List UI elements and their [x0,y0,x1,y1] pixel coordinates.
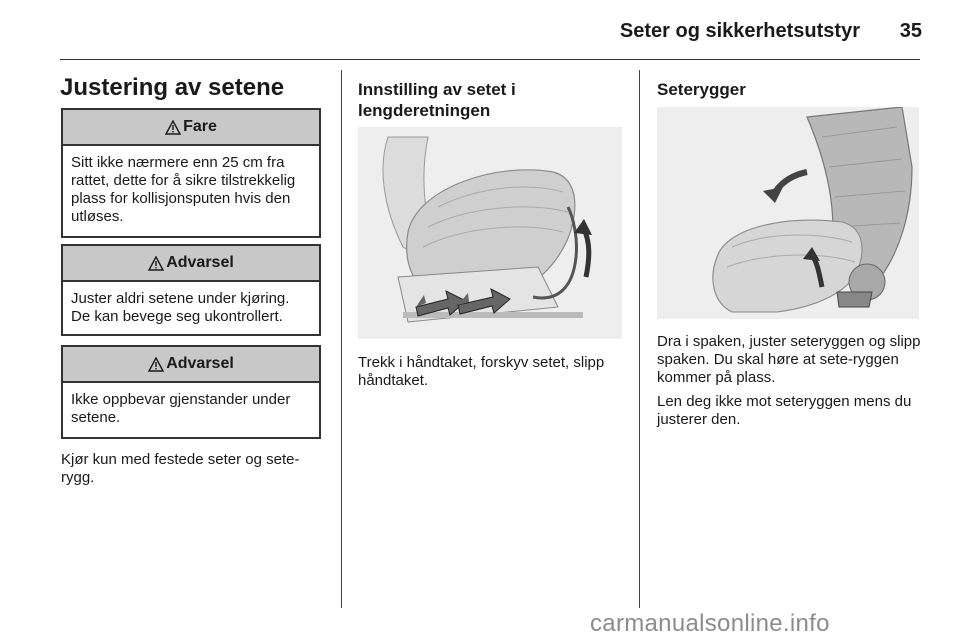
warning-label: Fare [183,118,217,135]
seat-advice-text: Kjør kun med festede seter og sete-rygg. [61,451,300,486]
warning-box [61,244,321,336]
page-number: 35 [899,20,922,42]
column-divider [639,70,640,608]
backrest-illustration [657,107,919,319]
warning-triangle-icon [148,357,164,372]
warning-header [63,246,319,282]
longitudinal-heading: Innstilling av setet i lengderetningen [358,80,516,120]
danger-box [61,108,321,238]
slide-instructions: Trekk i håndtaket, forskyv setet, slipp håndtaket. [358,354,605,389]
watermark: carmanualsonline.info [590,610,830,637]
backrest-warning-text: Len deg ikke mot seteryggen mens du justerer den. [657,393,912,428]
warning-header [63,110,319,146]
warning-triangle-icon [148,256,164,271]
warning-text: Juster aldri setene under kjøring. De kan bevege seg ukontrollert. [71,290,290,325]
warning-label: Advarsel [166,355,234,372]
warning-label: Advarsel [166,254,234,271]
warning-text: Sitt ikke nærmere enn 25 cm fra rattet, dette for å sikre tilstrekkelig plass for kollisjonsputen hvis den utløses. [71,154,296,225]
backrest-instructions: Dra i spaken, juster seteryggen og slipp spaken. Du skal høre at sete-ryggen kommer på plass. [657,333,921,386]
section-title: Justering av setene [60,74,285,101]
warning-box [61,345,321,439]
warning-triangle-icon [165,120,181,135]
column-divider [341,70,342,608]
warning-text: Ikke oppbevar gjenstander under setene. [71,391,291,426]
seat-slide-illustration [358,127,622,339]
warning-header [63,347,319,383]
chapter-title: Seter og sikkerhetsutstyr [619,20,860,42]
backrest-heading: Seterygger [657,80,746,99]
header-divider [60,59,920,60]
